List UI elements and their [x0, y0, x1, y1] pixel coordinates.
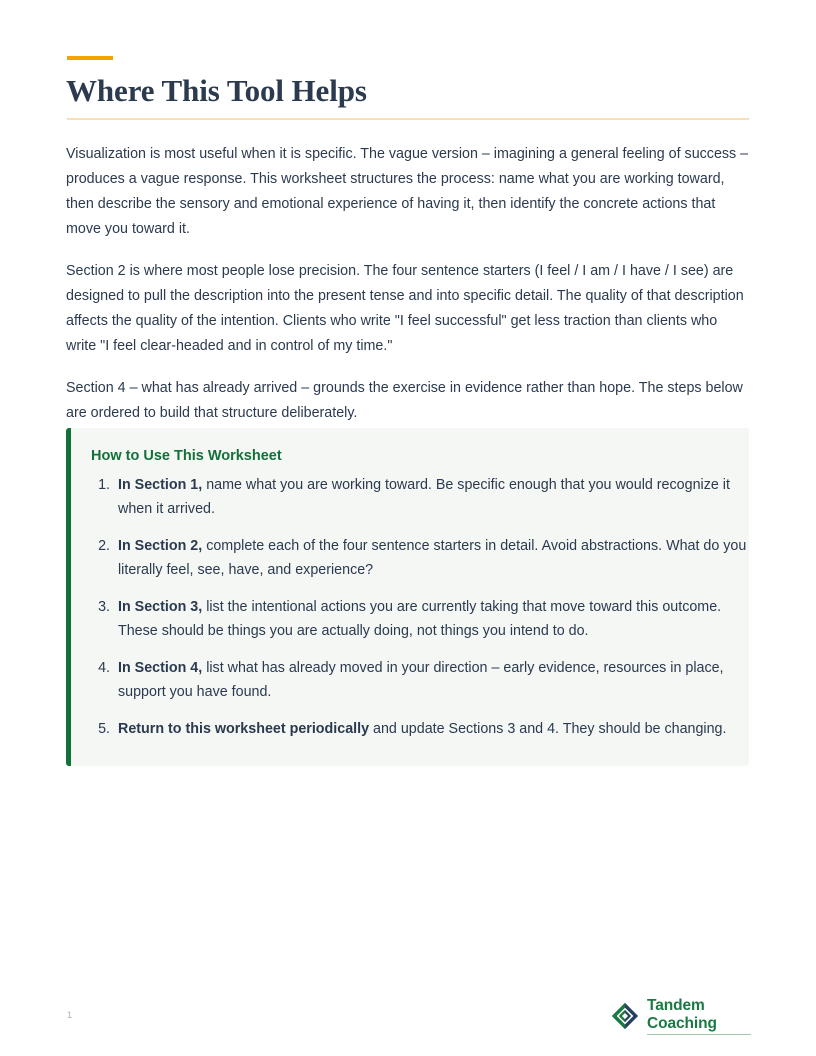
list-item-text: list the intentional actions you are currently taking that move toward this outcome. These should be things you are actually doing, not things you intend to do. — [118, 599, 722, 639]
list-item-lead: In Section 1, — [118, 477, 203, 493]
list-item — [114, 718, 754, 742]
list-item-lead: Return to this worksheet periodically — [118, 721, 370, 737]
intro-paragraph-1: Visualization is most useful when it is specific. The vague version – imagining a general feeling of success – produces a vague response. This worksheet structures the process: name what you are working toward, then describe the sensory and emotional experience of having it, then identify the concrete actions that move you toward it. — [66, 146, 749, 237]
page-title: Where This Tool Helps — [66, 73, 367, 108]
list-item — [114, 474, 754, 521]
title-accent-bar — [67, 56, 113, 60]
footer-brand-logo — [611, 997, 751, 1032]
list-item — [114, 535, 754, 582]
list-item-text: name what you are working toward. Be specific enough that you would recognize it when it arrived. — [118, 477, 730, 517]
page-number: 1 — [67, 1010, 73, 1020]
list-item — [114, 657, 754, 704]
callout-accent-bar — [66, 428, 71, 766]
callout-heading: How to Use This Worksheet — [91, 448, 282, 464]
title-divider-rule — [67, 118, 749, 120]
list-item-text: and update Sections 3 and 4. They should be changing. — [369, 721, 727, 737]
list-item — [114, 596, 754, 643]
list-item-lead: In Section 4, — [118, 660, 203, 676]
intro-paragraph-2: Section 2 is where most people lose precision. The four sentence starters (I feel / I am / I have / I see) are designed to pull the description into the present tense and into specific detail. The quality of that description affects the quality of the intention. Clients who write "I feel successful" get less traction than clients who write "I feel clear-headed and in control of my time." — [66, 263, 744, 354]
list-item-text: complete each of the four sentence starters in detail. Avoid abstractions. What do you literally feel, see, have, and experience? — [118, 538, 747, 578]
tandem-diamond-logo-icon — [611, 1002, 639, 1030]
list-item-lead: In Section 2, — [118, 538, 203, 554]
brand-name: Tandem Coaching — [647, 997, 751, 1035]
intro-paragraph-3: Section 4 – what has already arrived – grounds the exercise in evidence rather than hope. The steps below are ordered to build that structure deliberately. — [66, 380, 743, 421]
list-item-lead: In Section 3, — [118, 599, 203, 615]
callout-step-list — [92, 474, 754, 742]
intro-body-copy — [66, 142, 750, 443]
how-to-use-callout — [66, 428, 749, 766]
list-item-text: list what has already moved in your direction – early evidence, resources in place, support you have found. — [118, 660, 724, 700]
